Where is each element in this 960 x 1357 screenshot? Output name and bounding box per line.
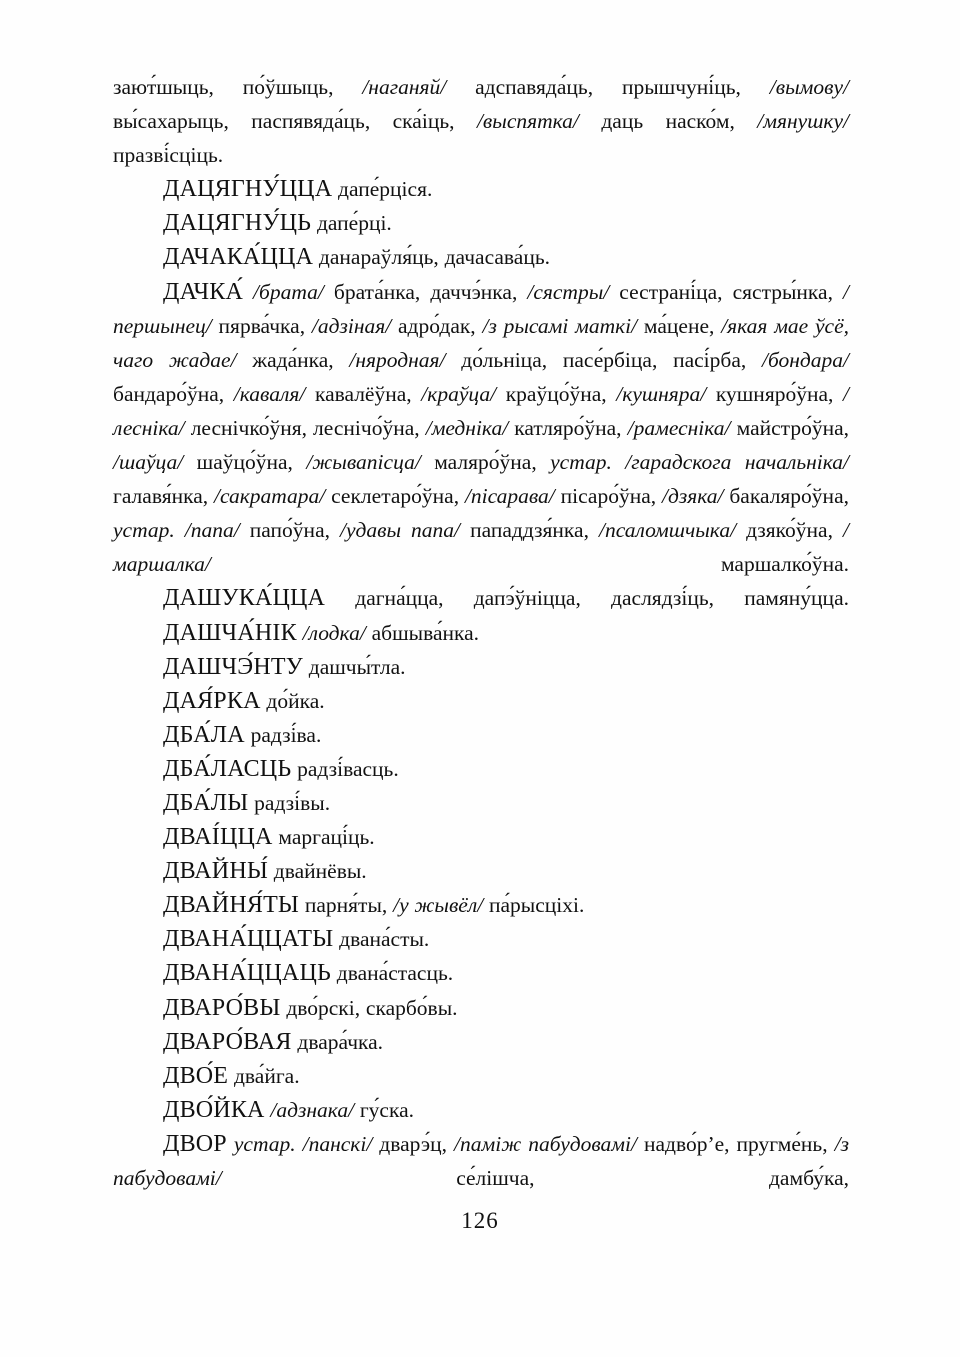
entry-synonyms: маршалко́ўна. (210, 552, 849, 577)
entry-synonyms: два́йга. (228, 1063, 300, 1088)
dictionary-entry (113, 752, 849, 786)
page-text-body (113, 70, 849, 1195)
italic-gloss: вымову/ (775, 75, 849, 99)
dictionary-entry (113, 991, 849, 1025)
entry-headword: ДАЦЯГНУ́ЦЬ (163, 210, 312, 237)
dictionary-entry (113, 1127, 849, 1195)
entry-synonyms: до́льніца, пасе́рбіца, пасі́рба, (445, 347, 762, 372)
italic-gloss: /няродная/ (349, 347, 446, 372)
dictionary-entry (113, 206, 849, 240)
italic-gloss: /сакратара/ (213, 484, 326, 509)
italic-gloss: /якая мае ўсё, чаго жадае/ (113, 313, 849, 372)
dictionary-entry (113, 1059, 849, 1093)
page-number: 126 (461, 1208, 499, 1233)
entry-synonyms: вы́сахарыць, паспявяда́ць, ска́іць, (113, 109, 477, 134)
entry-headword: ДАШУКА́ЦЦА (163, 585, 326, 612)
italic-gloss: /пісарава/ (464, 484, 555, 509)
dictionary-entry (113, 820, 849, 854)
italic-gloss: /панскі/ (302, 1131, 373, 1156)
entry-synonyms: катляро́ўна, (508, 415, 628, 440)
entry-headword: ДАЧАКА́ЦЦА (163, 244, 314, 271)
italic-gloss: /бондара/ (761, 347, 850, 372)
entry-synonyms: двара́чка. (291, 1029, 384, 1054)
entry-synonyms: пярва́чка, (211, 313, 312, 338)
entry-synonyms: радзі́ва. (244, 722, 322, 747)
italic-gloss: устар. (113, 518, 175, 543)
italic-gloss: /рамесніка/ (627, 415, 731, 440)
text-paragraph (113, 70, 849, 172)
italic-gloss: /удавы папа/ (340, 518, 461, 543)
dictionary-entry (113, 1025, 849, 1059)
entry-synonyms: дзяко́ўна, (736, 518, 843, 543)
entry-synonyms: дапе́рці. (311, 211, 392, 236)
entry-headword: ДАЯ́РКА (163, 687, 261, 714)
entry-headword: ДАЦЯГНУ́ЦЦА (163, 176, 333, 203)
entry-headword: ДБА́ЛА (163, 721, 245, 748)
entry-synonyms: зают́шыць, по́ўшыць, (113, 75, 363, 99)
italic-gloss: /псаломшчыка/ (599, 518, 737, 543)
entry-headword: ДАШЧЭ́НТУ (163, 653, 303, 680)
entry-synonyms: кушняро́ўна, (706, 381, 844, 406)
entry-headword: ДВО́ЙКА (163, 1096, 265, 1123)
dictionary-entry (113, 684, 849, 718)
italic-gloss: /мянушку/ (757, 109, 849, 134)
entry-synonyms: пападдзя́нка, (460, 518, 599, 543)
entry-headword: ДАШЧА́НІК (163, 619, 297, 646)
italic-gloss: /медніка/ (425, 415, 509, 440)
italic-gloss: /папа/ (184, 518, 240, 543)
entry-synonyms: сестрані́ца, сястры́нка, (609, 279, 843, 304)
entry-headword: ДВАРО́ВЫ (163, 994, 281, 1021)
entry-headword: ДВАЙНЯ́ТЫ (163, 892, 300, 919)
entry-synonyms: парня́ты, (299, 893, 394, 918)
entry-synonyms: данараўля́ць, дачасава́ць. (313, 245, 551, 270)
entry-synonyms: маргаці́ць. (272, 825, 375, 850)
entry-synonyms: празві́сціць. (113, 143, 224, 168)
entry-synonyms: двайнёвы. (268, 859, 367, 884)
dictionary-entry (113, 888, 849, 922)
entry-synonyms: дагна́цца, дапэ́ўніцца, даслядзі́ць, памяну́цца. (325, 586, 849, 611)
entry-headword: ДВАРО́ВАЯ (163, 1028, 292, 1055)
italic-gloss: устар. (233, 1131, 296, 1156)
entry-synonyms: се́лішча, дамбу́ка, (221, 1166, 849, 1190)
entry-synonyms: папо́ўна, (239, 518, 341, 543)
entry-headword: ДБА́ЛАСЦЬ (163, 755, 292, 782)
dictionary-entry (113, 1093, 849, 1127)
entry-synonyms: гу́ска. (354, 1097, 415, 1122)
entry-synonyms: ма́цене, (637, 313, 722, 338)
dictionary-entry (113, 718, 849, 752)
dictionary-entry (113, 650, 849, 684)
dictionary-entry (113, 616, 849, 650)
entry-synonyms: кавалёўна, (305, 381, 422, 406)
entry-synonyms: бандаро́ўна, (113, 381, 234, 406)
dictionary-entry (113, 172, 849, 206)
italic-gloss: /з рысамі маткі/ (482, 313, 638, 338)
entry-headword: ДАЧКА́ (163, 278, 243, 305)
italic-gloss: /паміж пабудовамі/ (454, 1131, 637, 1156)
entry-synonyms: шаўцо́ўна, (183, 450, 307, 475)
entry-headword: ДВО́Е (163, 1062, 229, 1089)
italic-gloss: /жывапісца/ (306, 450, 421, 475)
entry-synonyms: па́рысціхі. (483, 893, 585, 918)
italic-gloss: /наганяй/ (362, 75, 447, 99)
entry-headword: ДВАНА́ЦЦАТЫ (163, 926, 334, 953)
dictionary-entry (113, 581, 849, 615)
dictionary-entry (113, 956, 849, 990)
entry-synonyms: дво́рскі, скарбо́вы. (280, 995, 458, 1020)
entry-synonyms (296, 1132, 303, 1156)
entry-synonyms (612, 450, 625, 474)
italic-gloss: /у жывёл/ (393, 893, 484, 918)
entry-synonyms: майстро́ўна, (730, 415, 850, 440)
entry-synonyms: жада́нка, (236, 347, 350, 372)
entry-synonyms: бакаляро́ўна, (723, 484, 849, 509)
italic-gloss: /лесніка/ (113, 381, 849, 440)
italic-gloss: /з пабудовамі/ (113, 1131, 849, 1190)
entry-synonyms (175, 518, 185, 542)
dictionary-entry (113, 922, 849, 956)
italic-gloss: / (769, 75, 776, 99)
italic-gloss: /адзінaя/ (311, 313, 392, 338)
entry-synonyms: дашчы́тла. (302, 654, 406, 679)
italic-gloss: /каваля/ (233, 381, 306, 406)
entry-synonyms: пісаро́ўна, (554, 484, 663, 509)
italic-gloss: устар. (550, 450, 612, 475)
entry-synonyms: брата́нка, даччэ́нка, (323, 279, 528, 304)
dictionary-entry (113, 786, 849, 820)
entry-headword: ДВАЙНЫ́ (163, 858, 268, 885)
entry-synonyms: адспавяда́ць, прышчуні́ць, (446, 75, 770, 99)
entry-synonyms: галавя́нка, (113, 484, 214, 509)
italic-gloss: /лодка/ (302, 620, 366, 645)
entry-synonyms: абшыва́нка. (365, 620, 480, 645)
entry-synonyms: радзі́вы. (248, 790, 331, 815)
entry-synonyms: радзі́васць. (291, 756, 399, 781)
entry-headword: ДБА́ЛЫ (163, 789, 249, 816)
entry-synonyms: секлетаро́ўна, (325, 484, 465, 509)
entry-synonyms: двана́стасць. (330, 961, 454, 986)
entry-synonyms (227, 1132, 234, 1156)
dictionary-entry (113, 275, 849, 582)
entry-synonyms: адро́дак, (391, 313, 483, 338)
entry-synonyms: даць наско́м, (578, 109, 758, 134)
dictionary-entry (113, 240, 849, 274)
entry-synonyms (243, 280, 253, 304)
dictionary-entry (113, 854, 849, 888)
italic-gloss: /краўца/ (421, 381, 497, 406)
entry-synonyms: леснічко́ўня, леснічо́ўна, (184, 415, 426, 440)
entry-synonyms: краўцо́ўна, (496, 381, 617, 406)
italic-gloss: /сястры/ (527, 279, 610, 304)
italic-gloss: /першынец/ (113, 279, 849, 338)
entry-headword: ДВАНА́ЦЦАЦЬ (163, 960, 331, 987)
italic-gloss: /маршалка/ (113, 518, 849, 577)
italic-gloss: /адзнака/ (270, 1097, 355, 1122)
italic-gloss: /кушняра/ (616, 381, 707, 406)
italic-gloss: /дзяка/ (662, 484, 724, 509)
entry-synonyms: маляро́ўна, (420, 450, 551, 475)
italic-gloss: /гарадскога начальніка/ (625, 450, 850, 475)
entry-synonyms: дапе́рціся. (332, 177, 433, 202)
italic-gloss: /выспятка/ (476, 109, 579, 134)
entry-synonyms: дварэ́ц, (372, 1131, 455, 1156)
entry-synonyms: до́йка. (260, 688, 325, 713)
entry-synonyms: надво́р’е, пругме́нь, (636, 1131, 835, 1156)
italic-gloss: /шаўца/ (113, 450, 184, 475)
entry-headword: ДВОР (163, 1130, 227, 1157)
italic-gloss: /брата/ (253, 279, 324, 304)
entry-headword: ДВАІ́ЦЦА (163, 824, 273, 851)
entry-synonyms: двана́сты. (333, 927, 430, 952)
